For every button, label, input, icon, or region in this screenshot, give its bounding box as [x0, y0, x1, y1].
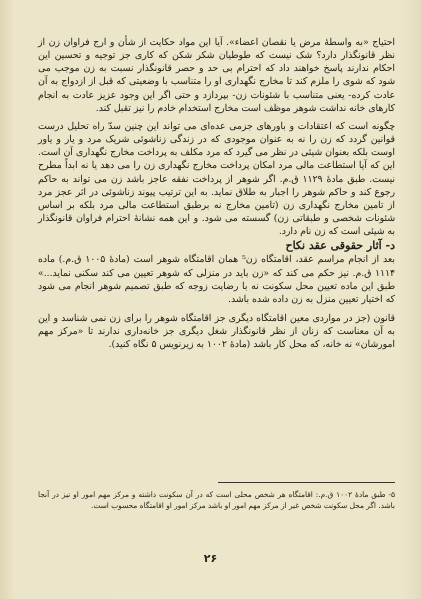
footnote: ۵- طبق مادهٔ ۱۰۰۲ ق.م.: اقامتگاه هر شخص محلی است که در آن سکونت داشته و مرکز مهم امور او نیز در آنجا باشد. اگر محل سکونت شخص غیر از مرکز مهم امور او باشد مرکز امور او اقامتگاه محسوب است.	[38, 490, 395, 510]
paragraph: بعد از انجام مراسم عقد، اقامتگاه زن⁵ همان اقامتگاه شوهر است (مادهٔ ۱۰۰۵ ق.م.) ماده ۱۱۱۴ ق.م. نیز حکم می کند که «زن باید در منزلی که شوهر تعیین می کند سکنی نماید...» طبق این ماده تعیین محل سکونت نه با رضایت زوجه که طبق تصمیم شوهر انجام می شود که اختیار تعیین منزل به زن داده شده باشد.	[38, 254, 395, 305]
paragraph: قانون (جز در مواردی معین اقامتگاه دیگری جز اقامتگاه شوهر را برای زن نمی شناسد و این به آن معناست که زنان از نظر قانونگذار شغل دیگری جز خانه‌داری ندارند تا «مرکز مهم امورشان» نه خانه، که محل کار باشد (مادهٔ ۱۰۰۲ به زیرنویس ۵ نگاه کنید).	[38, 312, 395, 351]
paragraph: چگونه است که اعتقادات و باورهای جزمی عده‌ای می تواند این چنین سدّ راه تحلیل درست قوانین گردد که زن را نه به عنوان موجودی که در زندگی زناشوئی شریک مرد و یار و یاور اوست بلکه بعنوان شیئی در نظر می گیرد که مرد مکلف به پرداخت مخارج نگهداری آن است. این که آیا استطاعت مالی مرد امکان پرداخت مخارج نگهداری زن را می دهد یا نه ابداً مطرح نیست. طبق مادهٔ ۱۱۲۹ ق.م. اگر شوهر از پرداخت نفقه عاجز باشد زن می تواند به حاکم رجوع کند و حاکم شوهر را اجبار به طلاق نماید. به این ترتیب پیوند زناشوئی در اثر عجز مرد از تامین مخارج نگهداری زن (تامین مخارج نه برطبق استطاعت مالی مرد بلکه بر اساس شئونات شخصی و طبقاتی زن) گسسته می شود. و این همه نشانهٔ احترام فراوان قانونگذار به شیئی است که زن نام دارد.	[38, 120, 395, 238]
section-heading: د- آثار حقوقی عقد نکاح	[285, 239, 395, 253]
page-number: ۲۶	[203, 552, 218, 565]
body-text	[38, 36, 395, 351]
paragraph: احتیاج «به واسطهٔ مرض یا نقصان اعضاء». آیا این مواد حکایت از شأن و ارج فراوان زن از نظر قانونگذار دارد؟ شک نیست که طوطیان شکر شکن که کاری جز توجیه و تحسین این احکام ندارند پاسخ خواهند داد که احترام بی حد و حصر قانونگذار نسبت به زن موجب می شود که شوی را ملزم کند تا مخارج نگهداری او را متناسب با وضعیتی که قبل از ازدواج به آن عادت کرده- یعنی متناسب با شئونات زن- بپردازد و حتی اگر این وجود عزیز عادت به انجام کارهای خانه نداشت شوهر موظف است مخارج استخدام خادم را نیز تقبل کند.	[38, 37, 395, 114]
footnote-divider	[218, 482, 395, 483]
